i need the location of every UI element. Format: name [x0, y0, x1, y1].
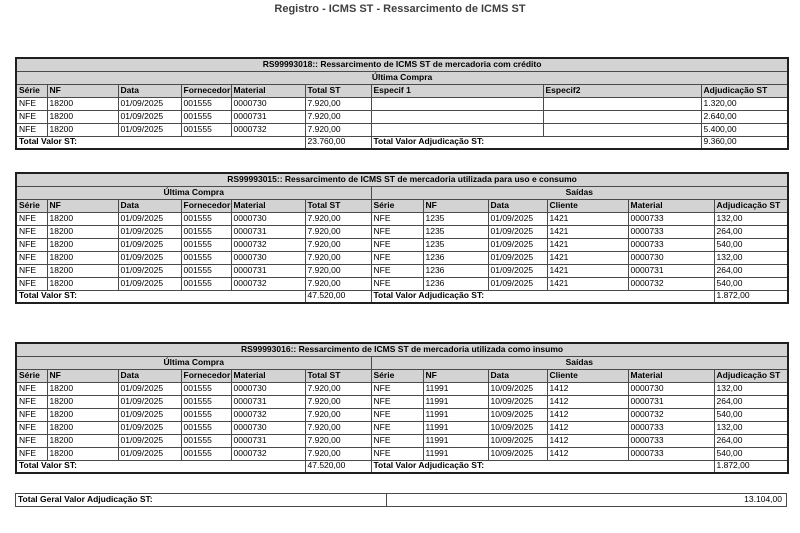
table-cell: 0000733	[628, 238, 714, 251]
table-group-row	[16, 71, 788, 84]
table-cell: 01/09/2025	[118, 421, 181, 434]
table-cell: 0000732	[231, 123, 305, 136]
table-cell: 18200	[47, 123, 118, 136]
column-header: Material	[628, 369, 714, 382]
table-cell: 5.400,00	[701, 123, 788, 136]
table-group-row	[16, 356, 788, 369]
table-cell: 7.920,00	[305, 238, 371, 251]
column-header: Data	[488, 199, 547, 212]
table-cell: 001555	[181, 382, 231, 395]
column-header: Data	[118, 369, 181, 382]
table-cell	[543, 110, 701, 123]
table-cell: 11991	[423, 434, 488, 447]
table-cell: 7.920,00	[305, 277, 371, 290]
table-cell: 0000730	[231, 212, 305, 225]
table-cell: 264,00	[714, 225, 788, 238]
table-title-row	[16, 58, 788, 71]
table-cell: 01/09/2025	[118, 238, 181, 251]
table-cell: 01/09/2025	[118, 277, 181, 290]
table-cell: 01/09/2025	[118, 251, 181, 264]
table-cell: 1421	[547, 264, 628, 277]
table-cell: NFE	[16, 408, 47, 421]
total-adj-value: 1.872,00	[714, 290, 788, 303]
table-cell: 10/09/2025	[488, 434, 547, 447]
table-cell: NFE	[16, 434, 47, 447]
total-adj-label: Total Valor Adjudicação ST:	[371, 460, 714, 473]
total-st-label: Total Valor ST:	[16, 290, 305, 303]
table-cell: 001555	[181, 238, 231, 251]
table-cell: NFE	[371, 225, 423, 238]
table-cell: 0000730	[628, 382, 714, 395]
table-cell: 18200	[47, 238, 118, 251]
total-st-value: 23.760,00	[305, 136, 371, 149]
table-title: RS99993016:: Ressarcimento de ICMS ST de mercadoria utilizada como insumo	[16, 343, 788, 356]
table-cell: 7.920,00	[305, 264, 371, 277]
table-cell: 18200	[47, 434, 118, 447]
table-title: RS99993018:: Ressarcimento de ICMS ST de mercadoria com crédito	[16, 58, 788, 71]
table-title: RS99993015:: Ressarcimento de ICMS ST de mercadoria utilizada para uso e consumo	[16, 173, 788, 186]
table-body	[16, 382, 788, 460]
table-cell: 18200	[47, 212, 118, 225]
table-cell: 132,00	[714, 251, 788, 264]
table-cell: 10/09/2025	[488, 382, 547, 395]
table-cell: 540,00	[714, 238, 788, 251]
table-row	[16, 225, 788, 238]
table-cell: NFE	[371, 408, 423, 421]
table-cell: 540,00	[714, 408, 788, 421]
table-cell: 01/09/2025	[118, 382, 181, 395]
total-adj-value: 1.872,00	[714, 460, 788, 473]
table-cell: 7.920,00	[305, 97, 371, 110]
table-cell: 1421	[547, 251, 628, 264]
column-header: Série	[16, 84, 47, 97]
table-cell: 18200	[47, 447, 118, 460]
table-cell: NFE	[371, 382, 423, 395]
table-cell: 0000730	[231, 97, 305, 110]
table-cell: NFE	[371, 238, 423, 251]
group-header: Última Compra	[16, 186, 371, 199]
table-cell: NFE	[371, 251, 423, 264]
table-cell: 18200	[47, 251, 118, 264]
total-st-label: Total Valor ST:	[16, 136, 305, 149]
table-cell: NFE	[371, 212, 423, 225]
column-header: Adjudicação ST	[701, 84, 788, 97]
column-header: Cliente	[547, 369, 628, 382]
table-cell: 001555	[181, 212, 231, 225]
table-cell: 18200	[47, 421, 118, 434]
table-cell: 10/09/2025	[488, 421, 547, 434]
column-header: NF	[47, 84, 118, 97]
table-cell: 001555	[181, 395, 231, 408]
table-cell: NFE	[16, 382, 47, 395]
column-header: NF	[47, 369, 118, 382]
table-cell: 001555	[181, 277, 231, 290]
table-cell: 7.920,00	[305, 395, 371, 408]
table-cell: 1421	[547, 277, 628, 290]
table-cell: 264,00	[714, 264, 788, 277]
column-header: Total ST	[305, 199, 371, 212]
grand-total-label: Total Geral Valor Adjudicação ST:	[16, 494, 387, 507]
table-cell: 0000732	[231, 238, 305, 251]
table-cell: 11991	[423, 408, 488, 421]
table-cell: NFE	[16, 277, 47, 290]
column-header: Total ST	[305, 369, 371, 382]
table-cell: 0000732	[628, 408, 714, 421]
column-header: NF	[423, 369, 488, 382]
column-header: Material	[231, 369, 305, 382]
grand-total-bar	[15, 493, 787, 507]
table-header-row	[16, 199, 788, 212]
table-cell: 18200	[47, 277, 118, 290]
table-rs99993015	[15, 172, 789, 304]
table-cell: 0000731	[231, 434, 305, 447]
table-cell: 11991	[423, 421, 488, 434]
table-cell: 1235	[423, 238, 488, 251]
table-cell: 01/09/2025	[488, 212, 547, 225]
table-cell: 01/09/2025	[118, 408, 181, 421]
table-cell: NFE	[371, 277, 423, 290]
table-cell: 18200	[47, 97, 118, 110]
table-cell: 18200	[47, 225, 118, 238]
column-header: Adjudicação ST	[714, 369, 788, 382]
table-title-row	[16, 343, 788, 356]
table-cell: 0000732	[231, 277, 305, 290]
column-header: Material	[231, 84, 305, 97]
table-total-row	[16, 460, 788, 473]
table-cell: 11991	[423, 447, 488, 460]
column-header: Fornecedor	[181, 199, 231, 212]
table-cell: NFE	[16, 238, 47, 251]
table-cell: 10/09/2025	[488, 447, 547, 460]
table-cell: 18200	[47, 382, 118, 395]
table-cell: NFE	[16, 251, 47, 264]
column-header: Data	[488, 369, 547, 382]
table-row	[16, 395, 788, 408]
table-cell: 18200	[47, 408, 118, 421]
table-cell: NFE	[16, 421, 47, 434]
group-header: Última Compra	[16, 71, 788, 84]
table-cell: NFE	[16, 97, 47, 110]
table-title-row	[16, 173, 788, 186]
table-cell: NFE	[16, 123, 47, 136]
column-header: Total ST	[305, 84, 371, 97]
table-cell: 001555	[181, 447, 231, 460]
table-cell: 11991	[423, 395, 488, 408]
table-cell: 001555	[181, 110, 231, 123]
column-header: Material	[628, 199, 714, 212]
column-header: Série	[16, 199, 47, 212]
table-cell: 001555	[181, 408, 231, 421]
table-cell: 001555	[181, 421, 231, 434]
table-cell: 001555	[181, 251, 231, 264]
total-st-value: 47.520,00	[305, 460, 371, 473]
table-cell: NFE	[371, 421, 423, 434]
table-row	[16, 212, 788, 225]
column-header: Fornecedor	[181, 369, 231, 382]
table-cell: NFE	[371, 395, 423, 408]
column-header: Fornecedor	[181, 84, 231, 97]
table-cell: 0000731	[231, 264, 305, 277]
table-rs99993016	[15, 342, 789, 474]
table-cell: 1236	[423, 251, 488, 264]
table-cell: 1412	[547, 447, 628, 460]
table-row	[16, 277, 788, 290]
column-header: Série	[371, 369, 423, 382]
table-group-row	[16, 186, 788, 199]
table-header-row	[16, 369, 788, 382]
table-cell: 01/09/2025	[118, 434, 181, 447]
table-row	[16, 382, 788, 395]
table-cell: 11991	[423, 382, 488, 395]
table-row	[16, 97, 788, 110]
table-cell: 0000730	[231, 382, 305, 395]
table-cell: 7.920,00	[305, 421, 371, 434]
table-cell: 001555	[181, 123, 231, 136]
table-cell: 01/09/2025	[118, 212, 181, 225]
table-cell: 18200	[47, 110, 118, 123]
table-cell: 0000730	[231, 421, 305, 434]
table-body	[16, 97, 788, 136]
grand-total-row	[16, 494, 787, 507]
column-header: Material	[231, 199, 305, 212]
table-cell: 7.920,00	[305, 447, 371, 460]
table-cell: 0000732	[231, 408, 305, 421]
table-cell: 0000733	[628, 225, 714, 238]
column-header: Data	[118, 199, 181, 212]
table-cell: 1.320,00	[701, 97, 788, 110]
table-cell: 7.920,00	[305, 408, 371, 421]
table-cell: 1412	[547, 421, 628, 434]
table-cell	[543, 123, 701, 136]
table-total-row	[16, 136, 788, 149]
table-header-row	[16, 84, 788, 97]
table-cell: 264,00	[714, 395, 788, 408]
table-cell: 01/09/2025	[118, 97, 181, 110]
table-cell: 1421	[547, 225, 628, 238]
table-cell: NFE	[16, 447, 47, 460]
table-cell: 0000733	[628, 447, 714, 460]
table-cell: 1235	[423, 212, 488, 225]
table-cell: 7.920,00	[305, 382, 371, 395]
group-header: Saídas	[371, 356, 788, 369]
table-row	[16, 447, 788, 460]
table-cell: 10/09/2025	[488, 395, 547, 408]
table-cell: 264,00	[714, 434, 788, 447]
table-row	[16, 238, 788, 251]
table-cell: 132,00	[714, 421, 788, 434]
table-cell: 1236	[423, 277, 488, 290]
total-st-value: 47.520,00	[305, 290, 371, 303]
table-cell: 001555	[181, 225, 231, 238]
column-header: Série	[371, 199, 423, 212]
table-cell	[371, 123, 543, 136]
table-cell: 1412	[547, 382, 628, 395]
table-cell: 0000733	[628, 421, 714, 434]
table-cell: 0000730	[628, 251, 714, 264]
table-cell: 1236	[423, 264, 488, 277]
table-cell: 01/09/2025	[488, 251, 547, 264]
table-cell: 2.640,00	[701, 110, 788, 123]
table-cell: 18200	[47, 264, 118, 277]
column-header: Adjudicação ST	[714, 199, 788, 212]
table-cell: 1421	[547, 238, 628, 251]
table-cell: 540,00	[714, 447, 788, 460]
table-cell: 01/09/2025	[488, 225, 547, 238]
table-cell: 01/09/2025	[118, 225, 181, 238]
table-row	[16, 264, 788, 277]
table-cell: 01/09/2025	[488, 238, 547, 251]
column-header: NF	[423, 199, 488, 212]
column-header: NF	[47, 199, 118, 212]
table-cell: 1235	[423, 225, 488, 238]
table-cell: 7.920,00	[305, 123, 371, 136]
table-cell: 7.920,00	[305, 434, 371, 447]
table-cell: 01/09/2025	[118, 264, 181, 277]
table-cell: 0000731	[628, 264, 714, 277]
table-cell: 01/09/2025	[488, 277, 547, 290]
table-cell: 0000732	[231, 447, 305, 460]
column-header: Cliente	[547, 199, 628, 212]
table-cell: 7.920,00	[305, 212, 371, 225]
table-cell: NFE	[16, 212, 47, 225]
table-cell: 0000731	[231, 395, 305, 408]
table-cell: 01/09/2025	[118, 447, 181, 460]
table-cell: 1412	[547, 395, 628, 408]
group-header: Saídas	[371, 186, 788, 199]
table-cell: 001555	[181, 264, 231, 277]
table-cell: 01/09/2025	[118, 110, 181, 123]
table-cell: 132,00	[714, 212, 788, 225]
table-cell: 0000732	[628, 277, 714, 290]
table-cell	[371, 110, 543, 123]
table-cell	[543, 97, 701, 110]
table-cell: 01/09/2025	[118, 395, 181, 408]
table-row	[16, 123, 788, 136]
table-cell: 0000730	[231, 251, 305, 264]
table-cell: NFE	[371, 434, 423, 447]
page-title: Registro - ICMS ST - Ressarcimento de ICMS ST	[274, 3, 526, 15]
table-cell: 132,00	[714, 382, 788, 395]
table-row	[16, 434, 788, 447]
table-cell: 0000733	[628, 434, 714, 447]
table-cell: 001555	[181, 434, 231, 447]
table-cell: 1412	[547, 408, 628, 421]
table-row	[16, 110, 788, 123]
table-cell: NFE	[371, 264, 423, 277]
table-cell: 7.920,00	[305, 251, 371, 264]
table-cell: 10/09/2025	[488, 408, 547, 421]
table-cell: 01/09/2025	[118, 123, 181, 136]
table-body	[16, 212, 788, 290]
table-cell: 0000731	[628, 395, 714, 408]
table-cell: NFE	[16, 395, 47, 408]
table-cell: 1421	[547, 212, 628, 225]
table-cell: NFE	[16, 264, 47, 277]
table-row	[16, 251, 788, 264]
table-cell: 0000731	[231, 110, 305, 123]
table-cell: NFE	[371, 447, 423, 460]
column-header: Série	[16, 369, 47, 382]
table-row	[16, 408, 788, 421]
total-adj-label: Total Valor Adjudicação ST:	[371, 290, 714, 303]
table-cell: 18200	[47, 395, 118, 408]
table-cell: 001555	[181, 97, 231, 110]
total-adj-value: 9.360,00	[701, 136, 788, 149]
column-header: Data	[118, 84, 181, 97]
table-cell: 1412	[547, 434, 628, 447]
table-cell: 540,00	[714, 277, 788, 290]
column-header: Especif 1	[371, 84, 543, 97]
table-cell	[371, 97, 543, 110]
total-st-label: Total Valor ST:	[16, 460, 305, 473]
grand-total-value: 13.104,00	[387, 494, 787, 507]
table-cell: NFE	[16, 225, 47, 238]
table-cell: NFE	[16, 110, 47, 123]
group-header: Última Compra	[16, 356, 371, 369]
table-cell: 0000733	[628, 212, 714, 225]
table-row	[16, 421, 788, 434]
table-cell: 01/09/2025	[488, 264, 547, 277]
table-total-row	[16, 290, 788, 303]
table-cell: 7.920,00	[305, 225, 371, 238]
table-cell: 7.920,00	[305, 110, 371, 123]
table-rs99993018	[15, 57, 789, 150]
total-adj-label: Total Valor Adjudicação ST:	[371, 136, 701, 149]
table-cell: 0000731	[231, 225, 305, 238]
column-header: Especif2	[543, 84, 701, 97]
